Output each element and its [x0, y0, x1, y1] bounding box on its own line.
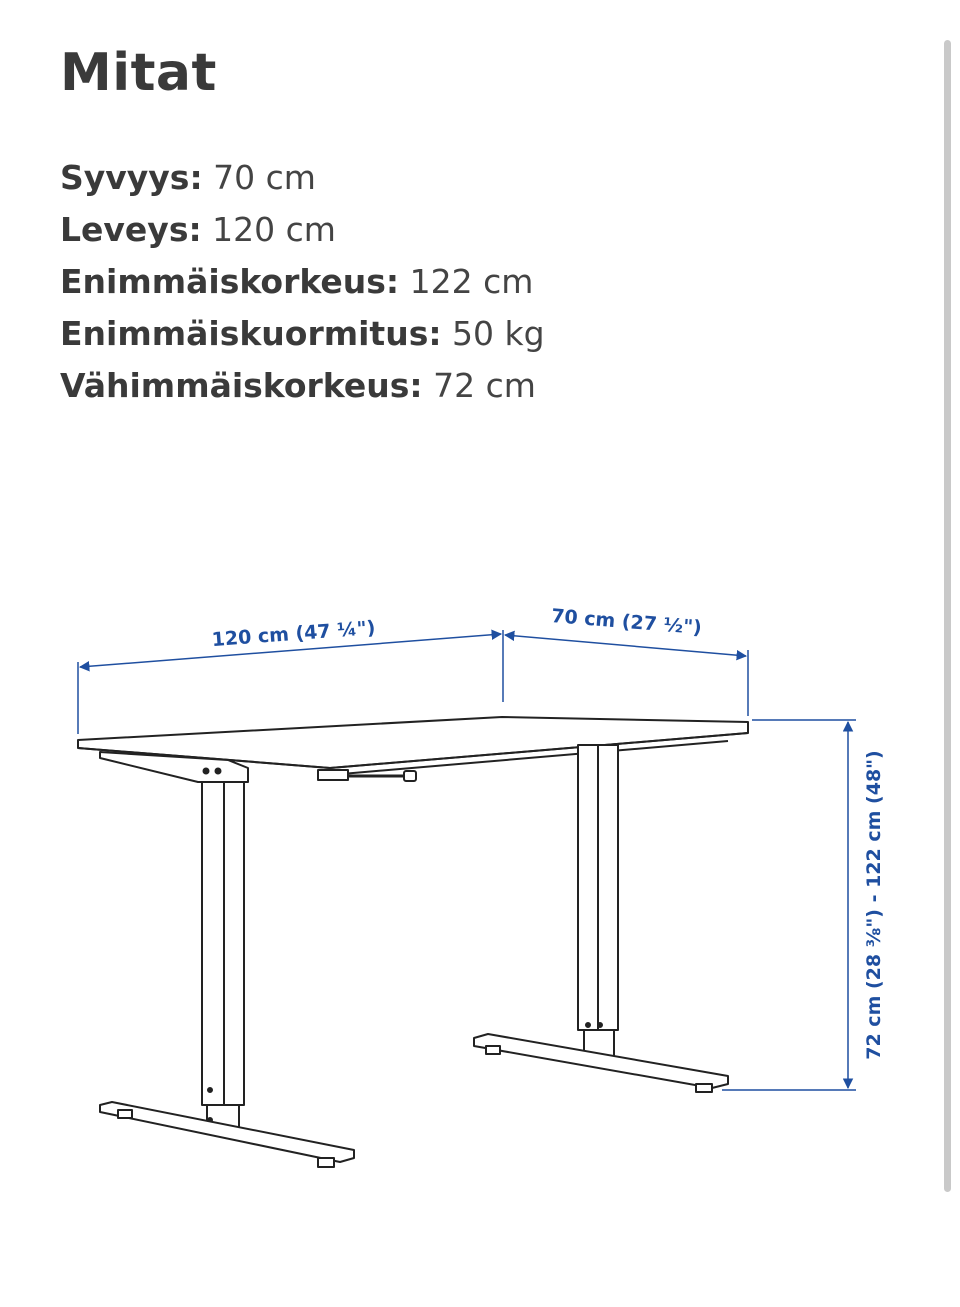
spec-label: Vähimmäiskorkeus:	[60, 366, 423, 405]
spec-value: 70 cm	[213, 158, 316, 197]
desk-illustration	[78, 717, 748, 1167]
vertical-scrollbar[interactable]	[944, 40, 951, 1192]
spec-row-min-height	[60, 360, 545, 412]
desk-dimension-diagram	[0, 560, 940, 1220]
page-title: Mitat	[60, 43, 217, 103]
spec-label: Syvyys:	[60, 158, 203, 197]
spec-row-max-load	[60, 308, 545, 360]
spec-value: 50 kg	[452, 314, 545, 353]
width-dimension-label: 120 cm (47 ¼")	[210, 616, 377, 652]
depth-dimension-label: 70 cm (27 ½")	[550, 605, 703, 640]
spec-value: 120 cm	[212, 210, 336, 249]
dimensions-spec-list	[60, 152, 545, 412]
height-dimension-label: 72 cm (28 ⅜") - 122 cm (48")	[863, 750, 885, 1060]
spec-row-max-height	[60, 256, 545, 308]
spec-row-depth	[60, 152, 545, 204]
dimension-lines	[78, 630, 856, 1090]
spec-value: 122 cm	[409, 262, 534, 301]
spec-label: Enimmäiskuormitus:	[60, 314, 442, 353]
spec-label: Enimmäiskorkeus:	[60, 262, 400, 301]
spec-row-width	[60, 204, 545, 256]
spec-label: Leveys:	[60, 210, 202, 249]
spec-value: 72 cm	[433, 366, 536, 405]
